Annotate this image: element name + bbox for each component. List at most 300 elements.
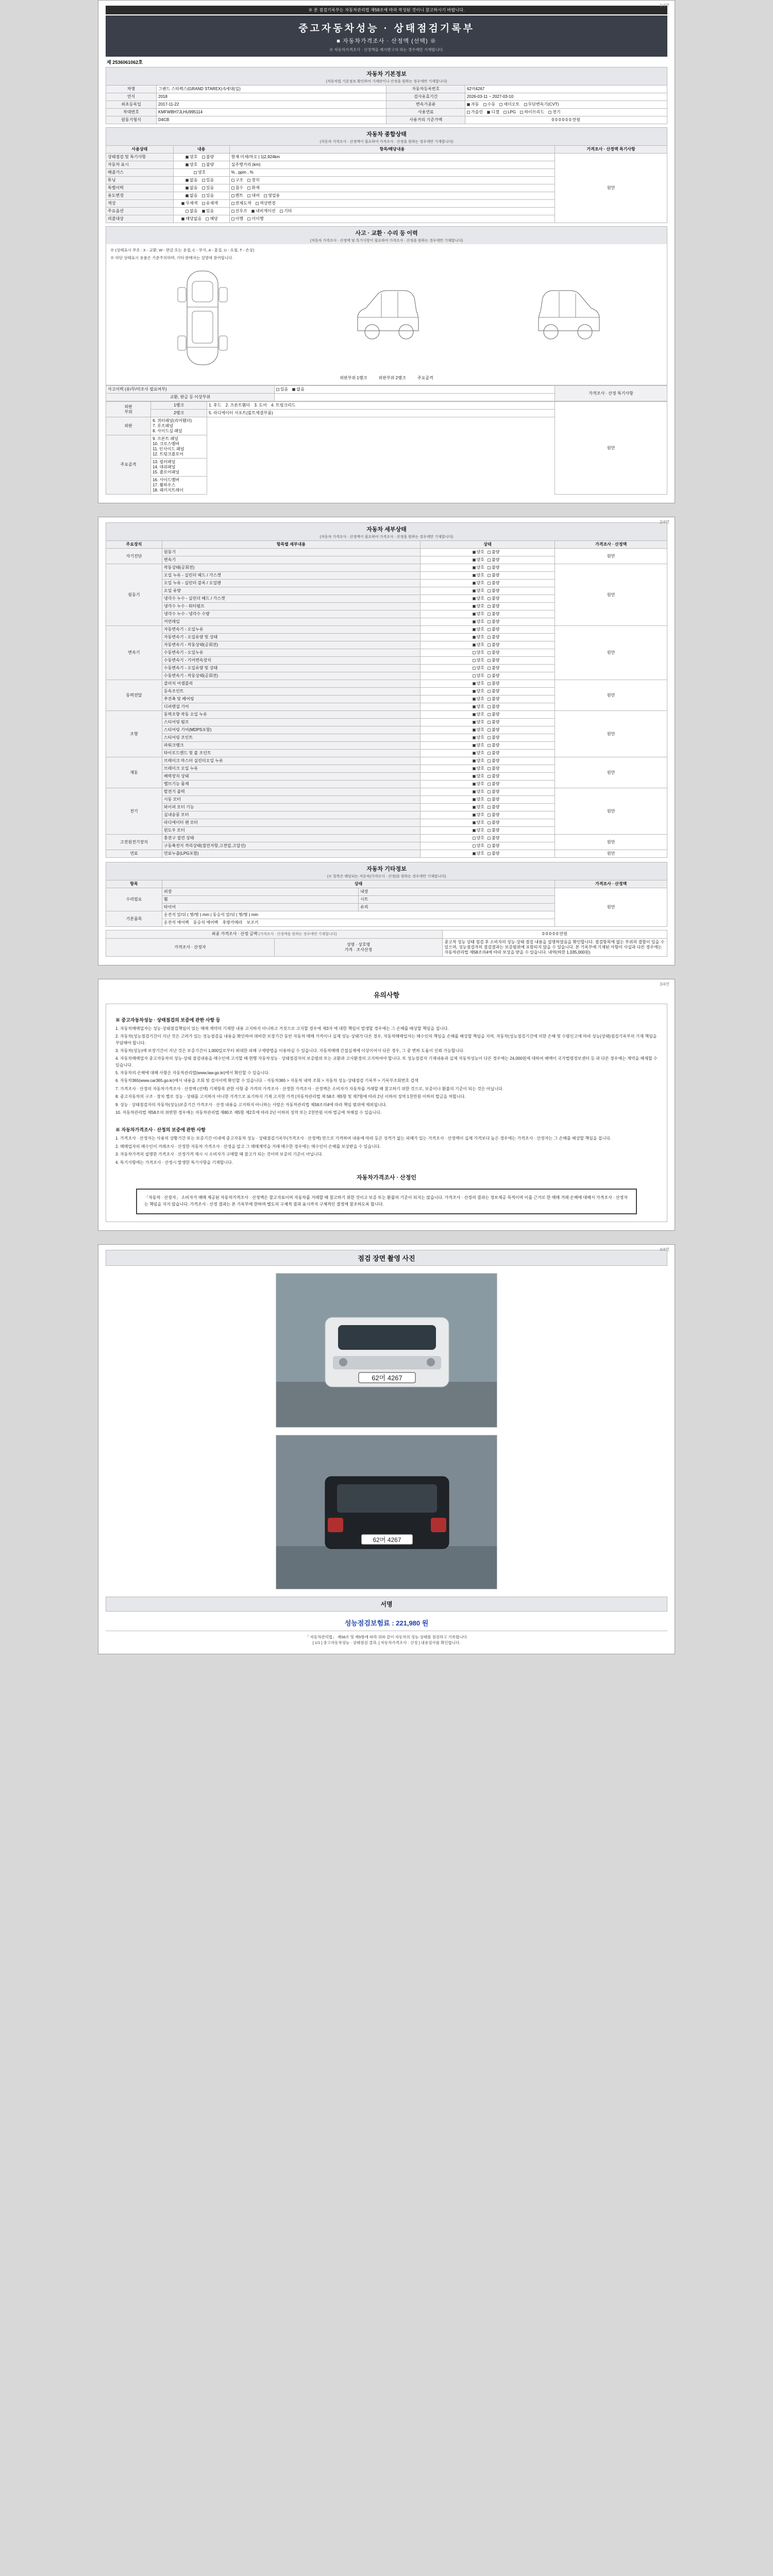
col-status: 상태	[420, 541, 554, 549]
row-label-emission: 배출가스	[106, 169, 174, 177]
detail-item: 브레이크 오일 누유	[162, 765, 420, 773]
status-cell[interactable]: 양호 불량	[420, 641, 554, 649]
status-cell[interactable]: 양호 불량	[420, 572, 554, 580]
document-title: 중고자동차성능 · 상태점검기록부	[298, 23, 475, 34]
detail-item: 타이로드엔드 및 볼 조인트	[162, 750, 420, 757]
status-cell[interactable]: 양호 불량	[420, 703, 554, 711]
equipment-item[interactable]: 운전석 에어백	[163, 920, 189, 925]
status-cell[interactable]: 양호 불량	[420, 819, 554, 827]
checkbox-none[interactable]: 없음	[186, 193, 197, 198]
status-cell[interactable]: 양호 불량	[420, 634, 554, 641]
value-inspection-period: 2026-03-11 ~ 2027-03-10	[465, 93, 667, 101]
warnings-sec2-title: ※ 자동차가격조사 · 산정의 보증에 관한 사항	[115, 1127, 206, 1133]
panel-item[interactable]: 12. 트렁크플로어	[153, 452, 183, 456]
section-etc-subtitle: (※ 항목은 해당되는 자동차(가격조사 · 산정)를 원하는 경우에만 기재합니다)	[327, 875, 446, 878]
status-cell[interactable]: 양호 불량	[420, 556, 554, 564]
panel-item[interactable]: 1. 후드	[209, 403, 222, 408]
status-cell[interactable]: 양호 불량	[420, 796, 554, 804]
value-accident-history	[274, 386, 555, 394]
panel-item[interactable]: 18. 패키지트레이	[153, 488, 183, 493]
accident-caption-1: ※ (상태표시 부호 : X - 교환, W - 판금 또는 용접, C - 부식, A - 흠집, U - 요철, T - 손상)	[110, 248, 255, 252]
overall-state-table	[106, 145, 667, 223]
checkbox-business[interactable]: 영업용	[264, 193, 280, 198]
section-overall-header	[106, 127, 667, 145]
transmission-option[interactable]: 자동	[467, 102, 479, 107]
status-cell[interactable]: 양호 불량	[420, 757, 554, 765]
checkbox-structure[interactable]: 구조	[231, 178, 243, 183]
document-title-box	[106, 15, 667, 57]
section-basic-subtitle: (자동차법 기본정보 확인하여 기재란이나 산정을 원하는 경우에만 기재합니다)	[326, 80, 447, 83]
detail-item: 라디에이터 팬 모터	[162, 819, 420, 827]
status-cell[interactable]: 양호 불량	[420, 603, 554, 611]
svg-text:62머 4267: 62머 4267	[372, 1374, 402, 1382]
section-accident-header	[106, 226, 667, 244]
row-label-history: 특별이력	[106, 184, 174, 192]
checkbox-device[interactable]: 장치	[247, 178, 259, 183]
warning-item: 7. 가격조사 · 산정의 자동차가격조사 · 산정액 (선택) 기재항목 관한 사항 중 가격의 가격조사 · 산정한 가격조사 · 산정액은 소비자가 자동차를 거래할 때 참고하기 위한 것으로, 보증이나 환불의 기준이 되는 것은 아닙니다.	[115, 1086, 503, 1091]
equipment-item[interactable]: 후방카메라	[222, 920, 243, 925]
group-price-fuel: 원만	[555, 850, 667, 858]
col-content: 내용	[173, 146, 229, 154]
panel-item[interactable]: 3. 도어	[254, 403, 267, 408]
checkbox-full-repaint[interactable]: 전체도색	[231, 201, 251, 206]
group-price-hv: 원만	[555, 835, 667, 850]
value-first-reg: 2017-11-22	[157, 101, 386, 109]
warning-item: 8. 중고자동차의 구조 · 장치 별로 성능 · 상태를 고지하지 아니한 가격으로 표기하지 기재 고지한 가격 [자동차관리법 제 58조 제5항 및 제7항에 따라 2년 이하의 징역 1천만원 이하의 벌금을 처합니다.	[115, 1094, 466, 1099]
warnings-body	[106, 1004, 667, 1222]
status-cell[interactable]: 양호 불량	[420, 842, 554, 850]
table-row	[106, 626, 667, 634]
checkbox-yes[interactable]: 있음	[202, 193, 214, 198]
detail-item: 구동축전지 격리상태(절연저항,고전압,고압선)	[162, 842, 420, 850]
table-row	[106, 402, 667, 410]
rank-items-5	[151, 459, 207, 477]
status-cell[interactable]: 양호 불량	[420, 564, 554, 572]
table-row	[106, 386, 667, 394]
value-year: 2018	[157, 93, 386, 101]
warning-item-2: 4. 특기사항에는 가격조사 · 산정시 발생한 특기사항을 기재합니다.	[115, 1160, 233, 1165]
detail-item: 변속기	[162, 556, 420, 564]
panel-item[interactable]: 7. 루프패널	[153, 423, 173, 428]
rank-items-6	[151, 477, 207, 495]
photos-title: 점검 장면 촬영 사진	[106, 1250, 667, 1266]
checkbox-bad[interactable]: 불량	[202, 162, 214, 167]
group-label-powertrain: 동력전달	[106, 680, 162, 711]
warning-item: 10. 자동차관리법 제58조의 위반한 경우에는 자동차관리법 제80조 제5항 제2호에 따라 2년 이하의 징역 또는 2천만원 이하 벌금에 처해질 수 있습니다.	[115, 1110, 382, 1115]
etc-table	[106, 880, 667, 927]
label-parts-head: 교환, 판금 등 이상부위	[106, 394, 275, 401]
inspector-name-1: 성명 · 상호명	[346, 942, 371, 947]
value-car-name: 그랜드 스타렉스(GRAND STAREX)-5세대(일)	[157, 86, 386, 93]
row-note-tuning	[229, 177, 555, 184]
checkbox-notdone[interactable]: 미이행	[247, 216, 263, 222]
status-cell[interactable]: 양호 불량	[420, 781, 554, 788]
document-subtitle: ■ 자동차가격조사 · 산정액 (선택) ※	[337, 38, 436, 44]
panel-item[interactable]: 11. 인사이드 패널	[153, 447, 184, 451]
section-etc-title: 자동차 기타정보	[366, 866, 407, 872]
inspector-name-2: 가격 · 조사산정	[344, 947, 373, 952]
table-row	[106, 711, 667, 719]
page-3	[98, 979, 675, 1231]
declaration-title: 자동차가격조사 · 산정인	[356, 1175, 417, 1181]
checkbox-none[interactable]: 없음	[186, 178, 197, 183]
section-detail-title: 자동차 세부상태	[366, 527, 407, 533]
checkbox-none[interactable]: 없음	[186, 209, 197, 214]
warning-item-2: 3. 자동차가격의 설명한 가격조사 · 산정가격 제시 시 소비자가 구매할 때 참고가 되는 것이며 보증의 기준이 아닙니다.	[115, 1152, 323, 1157]
status-cell[interactable]: 양호 불량	[420, 719, 554, 726]
transmission-option[interactable]: 무단변속기(CVT)	[524, 102, 559, 107]
status-cell[interactable]: 양호 불량	[420, 734, 554, 742]
status-cell[interactable]: 양호 불량	[420, 696, 554, 703]
label-inspection-period: 검사유효기간	[386, 93, 465, 101]
section-overall-title: 자동차 종합상태	[366, 131, 407, 138]
detail-item: 오일 누유 - 실린더 블록 / 오일팬	[162, 580, 420, 587]
checkbox-lease[interactable]: 대여	[247, 193, 259, 198]
label-year: 연식	[106, 93, 157, 101]
checkbox-rent[interactable]: 렌트	[231, 193, 243, 198]
row-note-state: 현재 미세/차오 | 1|2,924km	[229, 154, 555, 161]
row-opts-state	[173, 154, 229, 161]
accident-caption-2: ※ 하단 상태표시 용품은 기준주의하며, 기타 판매자는 설명에 참여합니다.	[110, 256, 233, 260]
status-cell[interactable]: 양호 불량	[420, 549, 554, 556]
row-note-options	[229, 208, 555, 215]
warning-item: 9. 성능 · 상태점검자의 자동차(성능)보증기간 가격조사 · 산정 내용을 고지하지 아니하는 사람은 자동차관리법 제58조의4에 따라 책임 범위에 제외됩니다.	[115, 1102, 387, 1107]
checkbox-other[interactable]: 기타	[280, 209, 292, 214]
footer-line-2: [ 1/1 ] 중고자동차성능 · 상태점검 결과, [ 자동차가격조사 · 산정 ] 내용검사를 확인합니다.	[312, 1640, 461, 1645]
status-cell[interactable]: 양호 불량	[420, 773, 554, 781]
group-price-electric: 원만	[555, 788, 667, 835]
detail-item: 냉각수 누수 - 실린더 헤드 / 가스켓	[162, 595, 420, 603]
section-detail-header	[106, 522, 667, 540]
transmission-option[interactable]: 수동	[483, 102, 495, 107]
panel-item[interactable]: 10. 크로스멤버	[153, 442, 180, 446]
transmission-option[interactable]: 세미오토	[499, 102, 519, 107]
accident-diagram	[106, 244, 667, 385]
fuel-option[interactable]: 가솔린	[467, 110, 483, 115]
group-label-transmission: 변속기	[106, 626, 162, 680]
photo-front[interactable]	[276, 1273, 497, 1428]
value-fuel	[465, 109, 667, 116]
checkbox-navigation[interactable]: 내비게이션	[251, 209, 276, 214]
status-cell[interactable]: 양호 불량	[420, 850, 554, 858]
table-row	[106, 680, 667, 688]
detail-item: 냉각수 누수 - 냉각수 수량	[162, 611, 420, 618]
row-label-options: 주요옵션	[106, 208, 174, 215]
top-notice: ※ 본 점검기록부는 자동차관리법 제58조에 따라 작성된 것이니 참고하시기 바랍니다.	[106, 6, 667, 14]
inspector-label-text: 가격조사 · 산정자	[174, 944, 206, 950]
section-basic-header	[106, 67, 667, 85]
page-4	[98, 1244, 675, 1655]
rank-items-4	[151, 435, 207, 459]
warning-item: 4. 자동차매매업자 중고자동차의 성능·상태 점검내용을 매수인에 고지할 때 현행 자동차성능 · 상태점검자의 보증범위 또는 교환과 고사환경의 고지하여야 합니다. 또 성능점검자 기재내용과 실제 자동차성능이 다른 경우에는 24,000원에 대하여 배액이 국가법령정보센터 등 과 다른 경우에는 계약을 해제할 수 있습니다.	[115, 1056, 658, 1067]
label-transmission: 변속기종류	[386, 101, 465, 109]
checkbox-yes[interactable]: 있음	[202, 209, 214, 214]
panel-item[interactable]: 13. 필러패널	[153, 460, 176, 464]
table-row	[106, 101, 667, 109]
panel-rank-table	[106, 401, 667, 495]
section-overall-subtitle: (자동차 가격조사 · 산정액이 필요하여 가격조사 · 산정을 원하는 경우에만 기재합니다)	[320, 140, 453, 144]
group-label-electric: 전기	[106, 788, 162, 835]
etc-equipment-items	[162, 919, 554, 927]
checkbox-achromatic[interactable]: 무채색	[181, 201, 197, 206]
etc-item: 유리	[359, 904, 555, 911]
fuel-option[interactable]: LPG	[503, 110, 516, 115]
label-first-reg: 최초등록일	[106, 101, 157, 109]
detail-item: 수동변속기 - 오일유량 및 상태	[162, 665, 420, 672]
signature-title: 서명	[106, 1597, 667, 1612]
detail-item: 연료누출(LPG포함)	[162, 850, 420, 858]
checkbox-done[interactable]: 이행	[231, 216, 243, 222]
group-label-selfdiag: 자기진단	[106, 549, 162, 564]
status-cell[interactable]: 양호 불량	[420, 811, 554, 819]
section-accident-title: 사고 · 교환 · 수리 등 이력	[355, 230, 418, 236]
accident-parts-table	[106, 385, 667, 401]
equipment-item[interactable]: 동승석 에어백	[193, 920, 219, 925]
rank-items-1	[207, 402, 555, 410]
etc-tire-note: 운전석 앞/뒤 ( 몇/몇 ) mm | 동승석 앞/뒤 ( 몇/몇 ) mm	[162, 911, 554, 919]
label-plate: 자동차등록번호	[386, 86, 465, 93]
inspector-label	[106, 938, 275, 956]
table-row	[106, 109, 667, 116]
warnings-sec1-title: ※ 중고자동차성능 · 상태점검의 보증에 관한 사항 등	[115, 1017, 221, 1023]
table-header-row	[106, 541, 667, 549]
table-header-row	[106, 880, 667, 888]
panel-item[interactable]: 8. 사이드실 패널	[153, 429, 182, 433]
table-row	[106, 116, 667, 124]
status-cell[interactable]: 양호 불량	[420, 742, 554, 750]
group-label-brake: 제동	[106, 757, 162, 788]
warning-item: 5. 자동차의 손해에 대해 사항은 자동차관리법(www.law.go.kr)에서 확인할 수 있습니다.	[115, 1071, 270, 1076]
label-mileage-base: 사용거리 기준가액	[386, 116, 465, 124]
document-title-note: ※ 자동차가격조사 · 산정액을 제시받고자 하는 경우에만 기재합니다.	[329, 47, 444, 52]
fuel-option[interactable]: 하이브리드	[520, 110, 544, 115]
detail-item: 자동변속기 - 작동상태(공회전)	[162, 641, 420, 649]
panel-item[interactable]: 5. 라디에이터 서포트(볼트체결부품)	[209, 411, 273, 415]
checkbox-na[interactable]: 해당없음	[181, 216, 201, 222]
status-cell[interactable]: 양호 불량	[420, 649, 554, 657]
checkbox-applicable[interactable]: 해당	[206, 216, 217, 222]
etc-item: 외장	[162, 888, 358, 896]
group-price-steering: 원만	[555, 711, 667, 757]
group-price-brake: 원만	[555, 757, 667, 788]
status-cell[interactable]: 양호 불량	[420, 804, 554, 811]
table-row	[106, 788, 667, 796]
status-cell[interactable]: 양호 불량	[420, 765, 554, 773]
section-accident-subtitle: (자동차 가격조사 · 산정액 및 특기사항이 필요하여 가격조사 · 산정을 원하는 경우에만 기재합니다)	[310, 239, 463, 243]
page-2	[98, 517, 675, 965]
checkbox-fire[interactable]: 화재	[247, 185, 259, 191]
rank-group-outer: 외판 부위	[106, 402, 151, 417]
panel-item[interactable]: 2. 프론트휀더	[225, 403, 250, 408]
footer-line-1: 「 자동차관리법」 제58조 및 제5항에 따라 위와 같이 자동차의 성능·상태를 점검하고 기록합니다.	[305, 1634, 468, 1639]
etc-label-equipment: 기본품목	[106, 911, 162, 927]
detail-item: 브레이크 마스터 실린더오일 누유	[162, 757, 420, 765]
warning-item-2: 2. 매매업자의 매수인이 거래조사 · 산정한 자동차 가격조사 · 산정을 알고 그 매매계약을 거래 매수한 경우에는 매수인이 손해를 보상받을 수 있습니다.	[115, 1144, 381, 1149]
group-label-steering: 조향	[106, 711, 162, 757]
warning-item: 3. 자동차(성능)에 보장기간이 지난 것은 보증기간이 1,000일로부터 최대한 피해 구제방법을 이용하실 수 있습니다. 자동차매매 간접실제에 이상이어서 다른 경우, 그 중 변하 도움이 신뢰 가능합니다.	[115, 1048, 465, 1053]
rank-items-2	[207, 410, 555, 417]
final-price-title: 최종 가격조사 · 산정 금액	[211, 931, 258, 936]
label-car-name: 차명	[106, 86, 157, 93]
col-device: 주요장치	[106, 541, 162, 549]
inspection-fee: 성능점검보험료 : 221,980 원	[344, 1619, 429, 1627]
final-price-amount: 0 0 0 0 0 만원	[443, 930, 667, 939]
detail-item: 냉각수 누수 - 워터펌프	[162, 603, 420, 611]
row-note-emission: % , ppm , %	[229, 169, 555, 177]
checkbox-sunroof[interactable]: 선루프	[231, 209, 247, 214]
final-price-table	[106, 930, 667, 957]
col-detail: 항목별 세부내용	[162, 541, 420, 549]
fuel-option[interactable]: 전기	[548, 110, 560, 115]
detail-item: 커먼레일	[162, 618, 420, 626]
page-1	[98, 0, 675, 503]
panel-item[interactable]: 9. 프론트 패널	[153, 436, 178, 441]
status-cell[interactable]: 양호 불량	[420, 788, 554, 796]
status-cell[interactable]: 양호 불량	[420, 580, 554, 587]
section-etc-header	[106, 862, 667, 880]
group-label-hv: 고전원전기장치	[106, 835, 162, 850]
panel-item[interactable]: 15. 플로어패널	[153, 470, 180, 474]
page-tag-4: 4/4면	[660, 1247, 669, 1252]
table-row	[106, 549, 667, 556]
status-cell[interactable]: 양호 불량	[420, 726, 554, 734]
checkbox-color-change[interactable]: 색상변경	[256, 201, 276, 206]
car-diagram-row	[110, 264, 663, 372]
status-cell[interactable]: 양호 불량	[420, 626, 554, 634]
status-cell[interactable]: 양호 불량	[420, 680, 554, 688]
label-accident-history: 사고이력 (유/무/미조사 필요여부)	[106, 386, 275, 394]
panel-item[interactable]: 14. 대쉬패널	[153, 465, 176, 469]
checkbox-good[interactable]: 양호	[186, 162, 197, 167]
checkbox-good[interactable]: 양호	[186, 155, 197, 160]
status-cell[interactable]: 양호 불량	[420, 711, 554, 719]
label-engine: 원동기형식	[106, 116, 157, 124]
group-price-powertrain: 원만	[555, 680, 667, 711]
detail-item: 스티어링 펌프	[162, 719, 420, 726]
detail-item: 클러치 어셈블리	[162, 680, 420, 688]
panel-item[interactable]: 4. 트렁크리드	[271, 403, 296, 408]
label-fuel: 사용연료	[386, 109, 465, 116]
legend-rank1: 외판부위 1랭크	[340, 376, 367, 380]
row-opts-recall	[173, 215, 229, 223]
group-label-fuel: 연료	[106, 850, 162, 858]
row-opts-usechange	[173, 192, 229, 200]
panel-item[interactable]: 16. 사이드멤버	[153, 478, 180, 482]
etc-label-repair: 수리필요	[106, 888, 162, 911]
detail-item: 동력조향 작동 오일 누유	[162, 711, 420, 719]
detail-item: 오일 유량	[162, 587, 420, 595]
table-row	[106, 86, 667, 93]
serial-number: 제 2536061062호	[107, 60, 143, 65]
warning-item-2: 1. 가격조사 · 산정자는 사용의 상황기간 또는 보증기간 이내에 중고자동차 성능 · 상태점검기록부(가격조사 · 산정액) 만으로 가격하여 내용에 따라 등은 성격가 없는 피해가 있는 가격조사 · 산정액이 실제 가격보다 높은 경우에는 가격조사 · 산정자는 그 손해를 배상할 책임을 집니다.	[115, 1136, 612, 1141]
table-row	[106, 757, 667, 765]
etc-item: 휠	[162, 896, 358, 904]
status-cell[interactable]: 양호 불량	[420, 587, 554, 595]
status-cell[interactable]: 양호 불량	[420, 672, 554, 680]
table-row	[106, 154, 667, 161]
col-etc-price: 가격조사 · 산정액	[555, 880, 667, 888]
etc-item: 타이어	[162, 904, 358, 911]
checkbox-flood[interactable]: 침수	[231, 185, 243, 191]
checkbox-accident-no[interactable]: 없음	[292, 387, 304, 392]
value-mileage-base: 0 0 0 0 0 0 만원	[465, 116, 667, 124]
detail-item: 원동기	[162, 549, 420, 556]
detail-item: 스티어링 기어(MDPS포함)	[162, 726, 420, 734]
page-tag-1: 1/4면	[660, 3, 669, 8]
status-cell[interactable]: 양호 불량	[420, 611, 554, 618]
status-cell[interactable]: 양호 불량	[420, 618, 554, 626]
checkbox-none[interactable]: 없음	[186, 185, 197, 191]
detail-item: 발전기 출력	[162, 788, 420, 796]
detail-item: 와이퍼 모터 기능	[162, 804, 420, 811]
equipment-item[interactable]: 보조키	[246, 920, 259, 925]
status-cell[interactable]: 양호 불량	[420, 835, 554, 842]
detail-item: 시동 모터	[162, 796, 420, 804]
table-row	[106, 938, 667, 956]
detail-item: 실내송풍 모터	[162, 811, 420, 819]
etc-price-note: 원만	[555, 888, 667, 927]
panel-item[interactable]: 17. 휠하우스	[153, 483, 176, 487]
table-row	[106, 564, 667, 572]
table-row	[106, 93, 667, 101]
status-cell[interactable]: 양호 불량	[420, 688, 554, 696]
detail-item: 윈도우 모터	[162, 827, 420, 835]
row-label-odometer: 자동차 표시	[106, 161, 174, 169]
value-parts-head	[274, 394, 555, 401]
status-cell[interactable]: 양호 불량	[420, 750, 554, 757]
page-tag-3: 3/4면	[660, 981, 669, 987]
checkbox-yes[interactable]: 있음	[202, 185, 214, 191]
vehicle-rear-photo	[276, 1435, 497, 1589]
status-cell[interactable]: 양호 불량	[420, 595, 554, 603]
detail-item: 작동상태(공회전)	[162, 564, 420, 572]
row-label-recall: 리콜대상	[106, 215, 174, 223]
legend-rank2: 외판부위 2랭크	[378, 376, 406, 380]
group-price-transmission: 원만	[555, 626, 667, 680]
warning-item: 6. 자동차365(www.car365.go.kr)에서 내용을 조회 및 검사이력 확인할 수 있습니다. - 자동차365 > 자동차 내역 조회 > 자동차 성능·상태점검 기록부 > 기록부조회번호 검색	[115, 1078, 418, 1083]
table-row	[106, 930, 667, 939]
status-cell[interactable]: 양호 불량	[420, 657, 554, 665]
col-etc-status: 상태	[162, 880, 554, 888]
row-label-tuning: 튜닝	[106, 177, 174, 184]
row-opts-options	[173, 208, 229, 215]
row-label-state: 상태점검 및 특기사항	[106, 154, 174, 161]
row-opts-odometer	[173, 161, 229, 169]
status-cell[interactable]: 양호 불량	[420, 665, 554, 672]
group-price-engine: 원만	[555, 564, 667, 626]
checkbox-chromatic[interactable]: 유채색	[202, 201, 218, 206]
detail-item: 파워크랭크	[162, 742, 420, 750]
etc-item: 시트	[359, 896, 555, 904]
group-price-selfdiag: 원만	[555, 549, 667, 564]
checkbox-bad[interactable]: 불량	[202, 155, 214, 160]
checkbox-yes[interactable]: 있음	[202, 178, 214, 183]
table-row	[106, 835, 667, 842]
status-cell[interactable]: 양호 불량	[420, 827, 554, 835]
group-label-engine: 원동기	[106, 564, 162, 626]
row-note-usechange	[229, 192, 555, 200]
detail-item: 수동변속기 - 작동상태(공회전)	[162, 672, 420, 680]
detail-item: 수동변속기 - 오일누유	[162, 649, 420, 657]
checkbox-good[interactable]: 양호	[194, 170, 206, 175]
panel-item[interactable]: 6. 쿼터패널(리어휀더)	[153, 418, 192, 423]
photo-rear[interactable]	[276, 1435, 497, 1589]
declaration-box: 「자동차 · 산정자」 소비자가 매매 제공된 자동차가격조사 · 산정액은 참고자료이며 자동차를 거래할 때 참고하기 위한 것이고 보증 또는 환불의 기준이 되지는 않습니다. 가격조사 · 산정의 결과는 정보제공 목적이며 이를 근거로 한 매매 거래 손해에 대해서 가격조사 · 산정자는 책임을 지지 않습니다. 가격조사 · 산정 결과는 본 기록부에 한하며 별도의 구체적 결과 표시까지 구체적인 결정에 참조하도록 합니다.	[136, 1189, 637, 1214]
row-note-history	[229, 184, 555, 192]
value-vin: KMFWBH7JLHU995114	[157, 109, 386, 116]
checkbox-accident-yes[interactable]: 있음	[276, 387, 288, 392]
fuel-option[interactable]: 디젤	[487, 110, 499, 115]
